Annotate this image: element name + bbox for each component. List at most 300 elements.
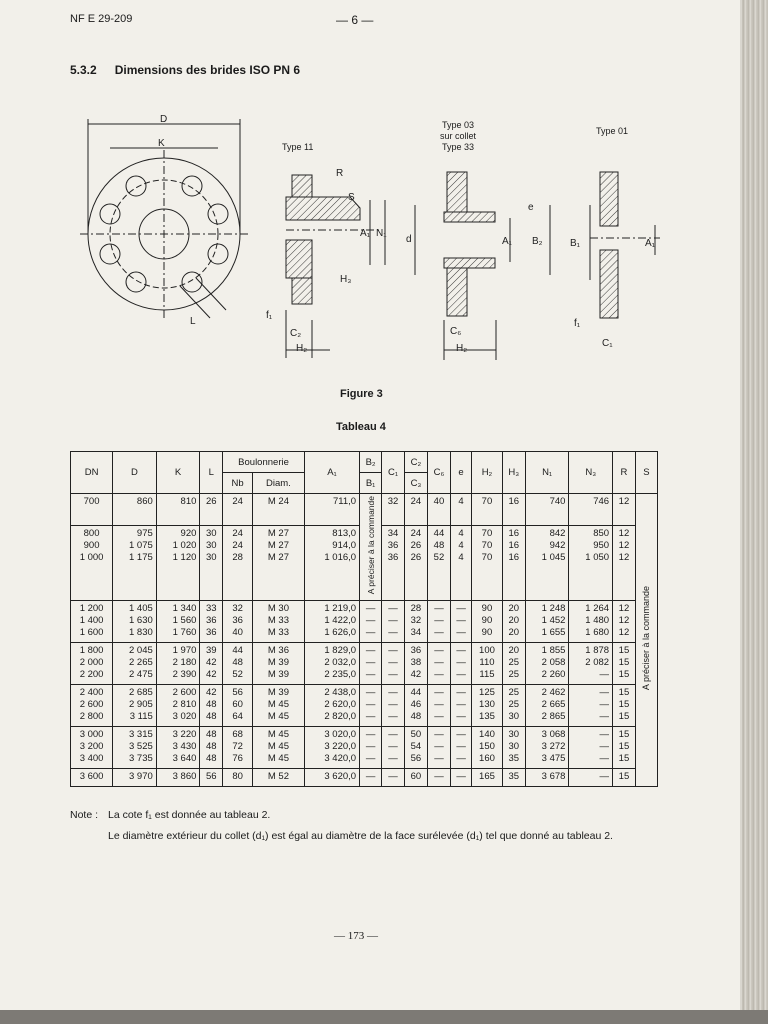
cell-value: 30 <box>206 528 217 540</box>
cell-l <box>200 494 223 526</box>
cell-value: 56 <box>410 753 422 765</box>
cell-c2 <box>404 727 427 769</box>
cell-value: — <box>456 627 466 639</box>
cell-value: 140 <box>479 729 495 741</box>
cell-value: 12 <box>618 627 630 639</box>
cell-value: 1 800 <box>79 645 104 657</box>
table-row <box>71 727 658 769</box>
cell-value: — <box>388 645 398 657</box>
cell-value: 48 <box>206 699 217 711</box>
cell-value: — <box>365 729 376 741</box>
cell-value: 30 <box>508 729 520 741</box>
cell-b <box>360 727 382 769</box>
cell-value: 3 068 <box>541 729 566 741</box>
table-row <box>71 601 658 643</box>
cell-value: 4 <box>458 552 464 564</box>
cell-b <box>360 769 382 787</box>
cell-value: 28 <box>232 552 243 564</box>
cell-diam <box>253 685 305 727</box>
cell-nb <box>223 769 253 787</box>
cell-value: M 45 <box>267 729 289 741</box>
cell-h3 <box>502 643 525 685</box>
cell-value: 15 <box>618 711 630 723</box>
cell-value: — <box>434 699 444 711</box>
cell-nb <box>223 685 253 727</box>
cell-value: 40 <box>433 496 445 507</box>
cell-value: 60 <box>232 699 243 711</box>
col-e: e <box>450 452 471 494</box>
cell-nb <box>223 526 253 601</box>
cell-value: 2 260 <box>541 669 566 681</box>
col-b1: B₁ <box>360 473 382 494</box>
cell-n1 <box>525 769 569 787</box>
cell-value: 12 <box>618 528 630 540</box>
table-row <box>71 643 658 685</box>
cell-value: 12 <box>618 615 630 627</box>
cell-value: — <box>434 657 444 669</box>
cell-d <box>113 601 157 643</box>
cell-nb <box>223 494 253 526</box>
cell-value: 2 685 <box>129 687 153 699</box>
cell-n3 <box>569 601 613 643</box>
cell-value: 33 <box>206 603 217 615</box>
type03-section <box>406 172 550 360</box>
cell-value: 70 <box>481 528 493 540</box>
type01-section <box>570 172 660 349</box>
cell-value: 15 <box>618 645 630 657</box>
b-side-note-cell <box>360 494 382 601</box>
cell-value: — <box>456 699 466 711</box>
cell-value: 165 <box>479 771 495 783</box>
cell-value: 740 <box>549 496 566 507</box>
cell-h3 <box>502 727 525 769</box>
page-indicator: — 6 — <box>336 13 374 27</box>
cell-value: 1 878 <box>585 645 610 657</box>
cell-value: — <box>388 771 398 783</box>
cell-value: 1 655 <box>541 627 566 639</box>
cell-n1 <box>525 643 569 685</box>
cell-r <box>613 685 636 727</box>
cell-value: 20 <box>508 615 520 627</box>
type03-label <box>440 120 476 153</box>
cell-value: — <box>456 657 466 669</box>
cell-h2 <box>472 685 503 727</box>
type11-section <box>266 168 387 358</box>
cell-value: 3 620,0 <box>324 771 357 783</box>
cell-value: 72 <box>232 741 243 753</box>
cell-value: — <box>388 711 398 723</box>
cell-value: 2 045 <box>129 645 153 657</box>
cell-value: — <box>599 771 610 783</box>
cell-value: M 27 <box>267 552 289 564</box>
cell-value: 3 420,0 <box>324 753 357 765</box>
cell-value: 3 200 <box>79 741 104 753</box>
dimensions-table <box>70 451 658 787</box>
col-dn: DN <box>71 452 113 494</box>
cell-a1 <box>304 601 359 643</box>
table-row <box>71 769 658 787</box>
section-title: Dimensions des brides ISO PN 6 <box>114 63 301 77</box>
cell-value: 15 <box>618 657 630 669</box>
cell-value: 3 315 <box>129 729 153 741</box>
table-row <box>71 494 658 526</box>
cell-value: M 24 <box>267 496 289 507</box>
cell-value: — <box>434 729 444 741</box>
cell-diam <box>253 526 305 601</box>
cell-dn <box>71 643 113 685</box>
cell-value: 1 120 <box>172 552 197 564</box>
cell-value: 48 <box>206 711 217 723</box>
cell-value: 3 220,0 <box>324 741 357 753</box>
cell-value: 90 <box>481 615 493 627</box>
col-boulonnerie: Boulonnerie <box>223 452 305 473</box>
cell-value: — <box>388 729 398 741</box>
cell-value: 3 272 <box>541 741 566 753</box>
cell-value: 44 <box>410 687 422 699</box>
cell-k <box>156 769 200 787</box>
cell-d <box>113 526 157 601</box>
cell-value: 70 <box>481 496 493 507</box>
cell-a1 <box>304 526 359 601</box>
cell-value: 12 <box>618 540 630 552</box>
cell-c1 <box>382 727 405 769</box>
cell-value: 3 970 <box>129 771 153 783</box>
cell-value: 42 <box>206 669 217 681</box>
cell-value: 68 <box>232 729 243 741</box>
cell-value: 44 <box>232 645 243 657</box>
cell-value: 52 <box>433 552 445 564</box>
cell-value: — <box>456 741 466 753</box>
cell-value: M 45 <box>267 711 289 723</box>
cell-value: — <box>456 753 466 765</box>
cell-value: — <box>388 741 398 753</box>
cell-value: 48 <box>410 711 422 723</box>
cell-c2 <box>404 494 427 526</box>
cell-value: 32 <box>387 496 399 507</box>
cell-value: 130 <box>479 699 495 711</box>
cell-value: 24 <box>232 540 243 552</box>
cell-value: 32 <box>410 615 422 627</box>
cell-value: 20 <box>508 645 520 657</box>
cell-value: 36 <box>387 540 399 552</box>
cell-value: 1 200 <box>79 603 104 615</box>
cell-value: — <box>599 687 610 699</box>
cell-value: 1 075 <box>129 540 153 552</box>
cell-value: 26 <box>206 496 217 507</box>
cell-value: 25 <box>508 699 520 711</box>
cell-value: 2 810 <box>172 699 197 711</box>
cell-value: 39 <box>206 645 217 657</box>
cell-value: 48 <box>232 657 243 669</box>
col-c1: C₁ <box>382 452 405 494</box>
cell-value: 56 <box>232 687 243 699</box>
cell-value: 1 452 <box>541 615 566 627</box>
cell-value: 25 <box>508 687 520 699</box>
cell-value: — <box>599 741 610 753</box>
cell-n1 <box>525 727 569 769</box>
cell-value: 975 <box>136 528 153 540</box>
dim-d-small-label: d <box>406 234 412 245</box>
cell-value: 1 829,0 <box>324 645 357 657</box>
cell-value: 80 <box>232 771 243 783</box>
cell-value: 1 219,0 <box>324 603 357 615</box>
table-body <box>71 494 658 787</box>
cell-value: 135 <box>479 711 495 723</box>
standard-reference: NF E 29-209 <box>70 13 133 25</box>
cell-value: 15 <box>618 771 630 783</box>
cell-c6 <box>427 643 450 685</box>
cell-value: — <box>365 645 376 657</box>
cell-dn <box>71 526 113 601</box>
cell-d <box>113 769 157 787</box>
cell-value: 44 <box>433 528 445 540</box>
cell-value: 36 <box>206 615 217 627</box>
cell-value: 24 <box>232 528 243 540</box>
col-nb: Nb <box>223 473 253 494</box>
cell-value: — <box>388 603 398 615</box>
cell-value: — <box>434 771 444 783</box>
dim-l-label: L <box>190 316 196 327</box>
cell-value: — <box>456 687 466 699</box>
cell-value: 56 <box>206 771 217 783</box>
figure-caption: Figure 3 <box>340 388 383 400</box>
cell-r <box>613 526 636 601</box>
section-heading <box>70 63 300 77</box>
cell-value: 15 <box>618 669 630 681</box>
dim-a1-type03-label: A₁ <box>502 236 513 247</box>
cell-value: 34 <box>410 627 422 639</box>
cell-c1 <box>382 643 405 685</box>
cell-diam <box>253 494 305 526</box>
cell-value: 1 045 <box>541 552 566 564</box>
dim-e-label: e <box>528 202 534 213</box>
cell-value: 2 865 <box>541 711 566 723</box>
cell-value: 48 <box>206 729 217 741</box>
s-side-note: A préciser à la commande <box>641 586 652 691</box>
cell-dn <box>71 769 113 787</box>
dim-h2-label: H₂ <box>296 343 308 354</box>
cell-value: 35 <box>508 753 520 765</box>
col-d: D <box>113 452 157 494</box>
cell-value: 920 <box>180 528 197 540</box>
cell-value: 3 020 <box>172 711 197 723</box>
cell-value: M 45 <box>267 741 289 753</box>
cell-value: — <box>434 741 444 753</box>
note-paragraph-2: Le diamètre extérieur du collet (d₁) est égal au diamètre de la face surélevée (d₁) tel que donné au tableau 2. <box>108 830 613 842</box>
cell-value: 3 640 <box>172 753 197 765</box>
cell-value: 3 600 <box>79 771 104 783</box>
cell-value: 35 <box>508 771 520 783</box>
cell-value: 160 <box>479 753 495 765</box>
cell-e <box>450 769 471 787</box>
dim-b2-label: B₂ <box>532 236 543 247</box>
cell-diam <box>253 601 305 643</box>
dim-k-label: K <box>158 138 165 149</box>
cell-value: 15 <box>618 729 630 741</box>
cell-dn <box>71 601 113 643</box>
cell-value: M 33 <box>267 627 289 639</box>
cell-value: — <box>365 699 376 711</box>
cell-value: 1 626,0 <box>324 627 357 639</box>
dim-b1-label: B₁ <box>570 238 581 249</box>
type03-line1: Type 03 <box>441 120 475 130</box>
cell-value: M 27 <box>267 528 289 540</box>
dim-c2-label: C₂ <box>290 328 302 339</box>
cell-value: 1 248 <box>541 603 566 615</box>
cell-value: 4 <box>458 540 464 552</box>
cell-value: M 30 <box>267 603 289 615</box>
col-h3: H₃ <box>502 452 525 494</box>
cell-k <box>156 643 200 685</box>
cell-value: 3 115 <box>129 711 153 723</box>
cell-value: 2 800 <box>79 711 104 723</box>
cell-value: 42 <box>206 657 217 669</box>
cell-value: 50 <box>410 729 422 741</box>
cell-value: 2 235,0 <box>324 669 357 681</box>
cell-value: 1 000 <box>79 552 104 564</box>
type01-label: Type 01 <box>596 126 629 136</box>
cell-value: 746 <box>593 496 610 507</box>
cell-value: 115 <box>479 669 495 681</box>
cell-value: 32 <box>232 603 243 615</box>
cell-value: 125 <box>479 687 495 699</box>
cell-h2 <box>472 494 503 526</box>
cell-value: 30 <box>206 552 217 564</box>
s-side-note-cell <box>635 494 657 787</box>
cell-value: 2 600 <box>79 699 104 711</box>
cell-value: — <box>388 699 398 711</box>
cell-c2 <box>404 601 427 643</box>
cell-l <box>200 643 223 685</box>
cell-value: 711,0 <box>333 496 357 507</box>
dim-d-label: D <box>160 114 168 125</box>
cell-dn <box>71 494 113 526</box>
cell-d <box>113 685 157 727</box>
cell-value: 2 620,0 <box>324 699 357 711</box>
cell-r <box>613 769 636 787</box>
cell-d <box>113 727 157 769</box>
cell-value: — <box>365 657 376 669</box>
cell-value: 110 <box>479 657 495 669</box>
cell-value: 4 <box>458 528 464 540</box>
cell-value: — <box>365 669 376 681</box>
cell-r <box>613 727 636 769</box>
cell-value: — <box>434 711 444 723</box>
cell-a1 <box>304 727 359 769</box>
cell-d <box>113 643 157 685</box>
cell-value: 942 <box>549 540 566 552</box>
cell-value: — <box>456 669 466 681</box>
cell-c6 <box>427 685 450 727</box>
cell-value: M 39 <box>267 669 289 681</box>
cell-value: — <box>599 729 610 741</box>
cell-c1 <box>382 526 405 601</box>
cell-diam <box>253 727 305 769</box>
cell-l <box>200 526 223 601</box>
cell-value: 16 <box>508 496 520 507</box>
cell-h2 <box>472 601 503 643</box>
dim-s-label: S <box>348 192 355 203</box>
cell-h2 <box>472 526 503 601</box>
cell-value: M 39 <box>267 687 289 699</box>
dim-a1-type01-label: A₁ <box>645 238 656 249</box>
cell-value: 3 475 <box>541 753 566 765</box>
cell-k <box>156 727 200 769</box>
cell-value: 40 <box>232 627 243 639</box>
dim-h3-label: H₃ <box>340 274 352 285</box>
cell-value: 3 735 <box>129 753 153 765</box>
cell-c1 <box>382 685 405 727</box>
col-l: L <box>200 452 223 494</box>
cell-r <box>613 494 636 526</box>
cell-value: M 45 <box>267 699 289 711</box>
cell-value: — <box>365 687 376 699</box>
cell-k <box>156 526 200 601</box>
cell-diam <box>253 769 305 787</box>
cell-nb <box>223 601 253 643</box>
cell-value: M 39 <box>267 657 289 669</box>
col-n3: N₃ <box>569 452 613 494</box>
cell-value: — <box>599 753 610 765</box>
cell-dn <box>71 685 113 727</box>
cell-value: 2 600 <box>172 687 197 699</box>
cell-value: 1 175 <box>129 552 153 564</box>
cell-value: 25 <box>508 657 520 669</box>
dim-f1-type01-label: f₁ <box>574 318 581 329</box>
type03-line3: Type 33 <box>441 142 475 152</box>
cell-value: M 33 <box>267 615 289 627</box>
section-number: 5.3.2 <box>70 63 97 77</box>
cell-value: 1 264 <box>585 603 610 615</box>
cell-value: 1 016,0 <box>324 552 357 564</box>
cell-a1 <box>304 643 359 685</box>
cell-value: 20 <box>508 603 520 615</box>
cell-value: 3 220 <box>172 729 197 741</box>
cell-value: 24 <box>410 496 422 507</box>
cell-c6 <box>427 769 450 787</box>
cell-k <box>156 494 200 526</box>
cell-value: 30 <box>508 741 520 753</box>
cell-k <box>156 601 200 643</box>
note-label: Note : <box>70 809 99 821</box>
cell-value: 16 <box>508 552 520 564</box>
cell-value: 1 830 <box>129 627 153 639</box>
cell-value: 850 <box>593 528 610 540</box>
cell-k <box>156 685 200 727</box>
cell-value: 2 462 <box>541 687 566 699</box>
page-number: — 173 — <box>334 930 378 942</box>
cell-n1 <box>525 494 569 526</box>
cell-value: 26 <box>410 540 422 552</box>
cell-value: 48 <box>206 741 217 753</box>
cell-value: 1 600 <box>79 627 104 639</box>
cell-e <box>450 685 471 727</box>
cell-value: — <box>434 627 444 639</box>
cell-value: 90 <box>481 627 493 639</box>
cell-c6 <box>427 601 450 643</box>
cell-value: 30 <box>508 711 520 723</box>
cell-value: — <box>434 669 444 681</box>
cell-value: — <box>434 645 444 657</box>
cell-value: 2 265 <box>129 657 153 669</box>
cell-n3 <box>569 685 613 727</box>
cell-value: — <box>388 627 398 639</box>
cell-value: 842 <box>549 528 566 540</box>
cell-value: 1 760 <box>172 627 197 639</box>
cell-value: 15 <box>618 699 630 711</box>
cell-value: — <box>365 741 376 753</box>
cell-value: 28 <box>410 603 422 615</box>
